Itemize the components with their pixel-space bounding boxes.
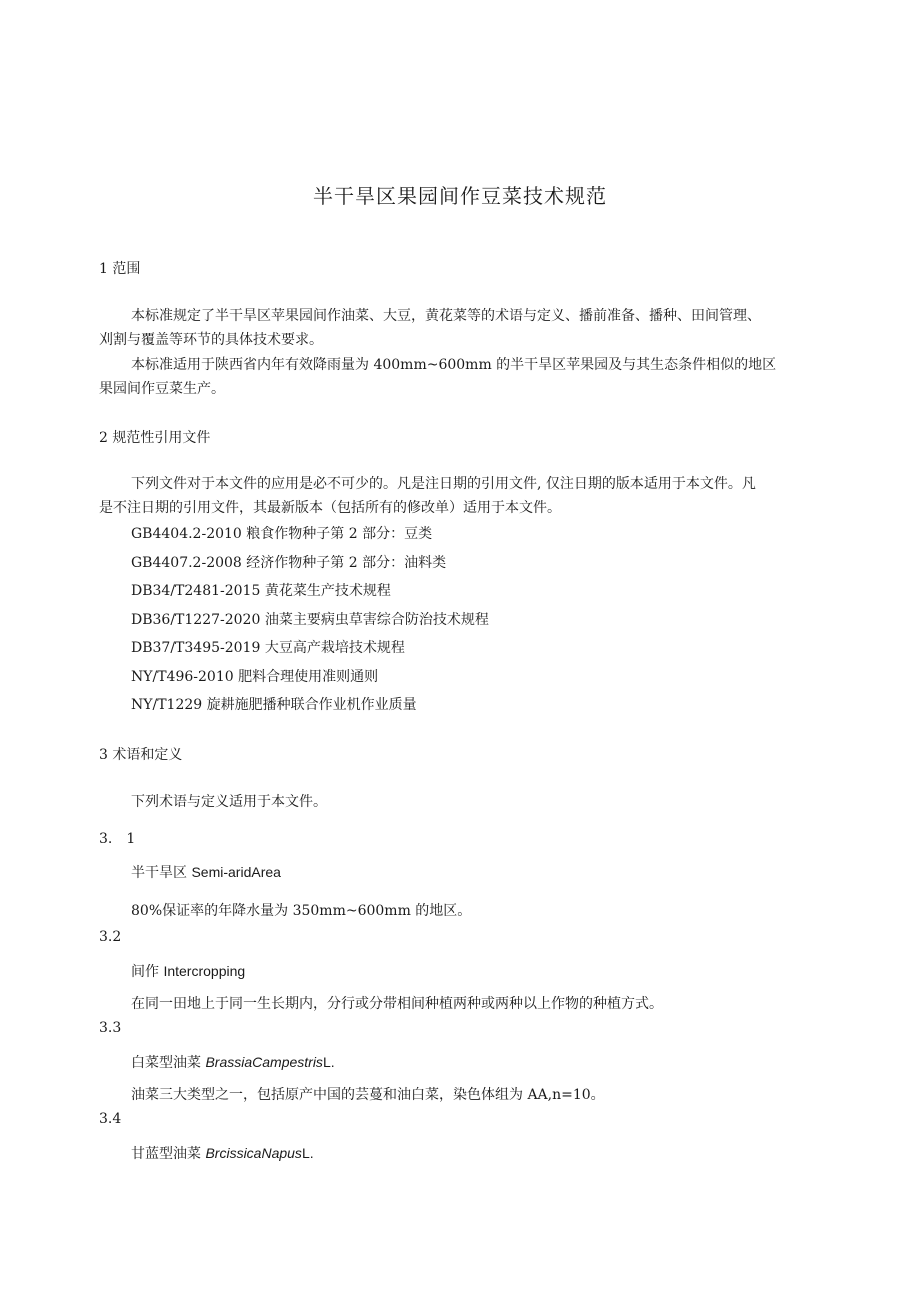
- term-definition: 80%保证率的年降水量为 350mm~600mm 的地区。: [131, 903, 472, 919]
- section-1-heading: 1 范围: [99, 261, 141, 277]
- term-name-en: BrassiaCampestris: [205, 1054, 323, 1070]
- section-2-paragraph-line-1: 下列文件对于本文件的应用是必不可少的。凡是注日期的引用文件, 仅注日期的版本适用于本文件。凡: [131, 476, 756, 492]
- section-2-heading: 2 规范性引用文件: [99, 430, 211, 446]
- term-title: [131, 1052, 335, 1073]
- reference-item: DB36/T1227-2020 油菜主要病虫草害综合防治技术规程: [131, 612, 489, 628]
- reference-item: GB4404.2-2010 粮食作物种子第 2 部分：豆类: [131, 526, 433, 542]
- reference-item: DB34/T2481-2015 黄花菜生产技术规程: [131, 583, 391, 599]
- term-title: [131, 961, 245, 982]
- term-name-cn: 间作: [131, 964, 164, 980]
- section-1-paragraph-2-line-1: 本标准适用于陕西省内年有效降雨量为 400mm~600mm 的半干旱区苹果园及与其生态条件相似的地区: [131, 357, 777, 373]
- term-number: 3.4: [99, 1111, 122, 1127]
- term-number: 3.3: [99, 1020, 122, 1036]
- section-3-heading: 3 术语和定义: [99, 747, 183, 763]
- term-name-cn: 白菜型油菜: [131, 1055, 206, 1071]
- reference-item: NY/T496-2010 肥料合理使用准则通则: [131, 669, 379, 685]
- section-1-paragraph-1-line-1: 本标准规定了半干旱区苹果园间作油菜、大豆，黄花菜等的术语与定义、播前准备、播种、田间管理、: [131, 308, 761, 324]
- term-name-en: BrcissicaNapus: [205, 1145, 302, 1161]
- term-name-cn: 甘蓝型油菜: [131, 1146, 206, 1162]
- term-name-cn: 半干旱区: [131, 865, 192, 881]
- section-1-paragraph-1-line-2: 刈割与覆盖等环节的具体技术要求。: [99, 332, 323, 348]
- term-name-en: Semi-aridArea: [191, 864, 281, 880]
- term-definition: 在同一田地上于同一生长期内，分行或分带相间种植两种或两种以上作物的种植方式。: [131, 996, 663, 1012]
- term-name-en: Intercropping: [163, 963, 246, 979]
- term-title: [131, 862, 281, 883]
- document-title: 半干旱区果园间作豆菜技术规范: [313, 184, 607, 208]
- section-1-paragraph-2-line-2: 果园间作豆菜生产。: [99, 381, 225, 397]
- term-name-suffix: L.: [322, 1054, 335, 1070]
- term-number: 3.2: [99, 929, 122, 945]
- reference-item: NY/T1229 旋耕施肥播种联合作业机作业质量: [131, 697, 417, 713]
- reference-item: DB37/T3495-2019 大豆高产栽培技术规程: [131, 640, 405, 656]
- term-title: [131, 1143, 314, 1164]
- section-3-intro: 下列术语与定义适用于本文件。: [131, 794, 327, 810]
- section-2-paragraph-line-2: 是不注日期的引用文件，其最新版本（包括所有的修改单）适用于本文件。: [99, 500, 561, 516]
- term-number: 3. 1: [99, 831, 136, 847]
- term-name-suffix: L.: [301, 1145, 314, 1161]
- reference-item: GB4407.2-2008 经济作物种子第 2 部分：油料类: [131, 555, 447, 571]
- term-definition: 油菜三大类型之一，包括原产中国的芸蔓和油白菜，染色体组为 AA,n=10。: [131, 1087, 605, 1103]
